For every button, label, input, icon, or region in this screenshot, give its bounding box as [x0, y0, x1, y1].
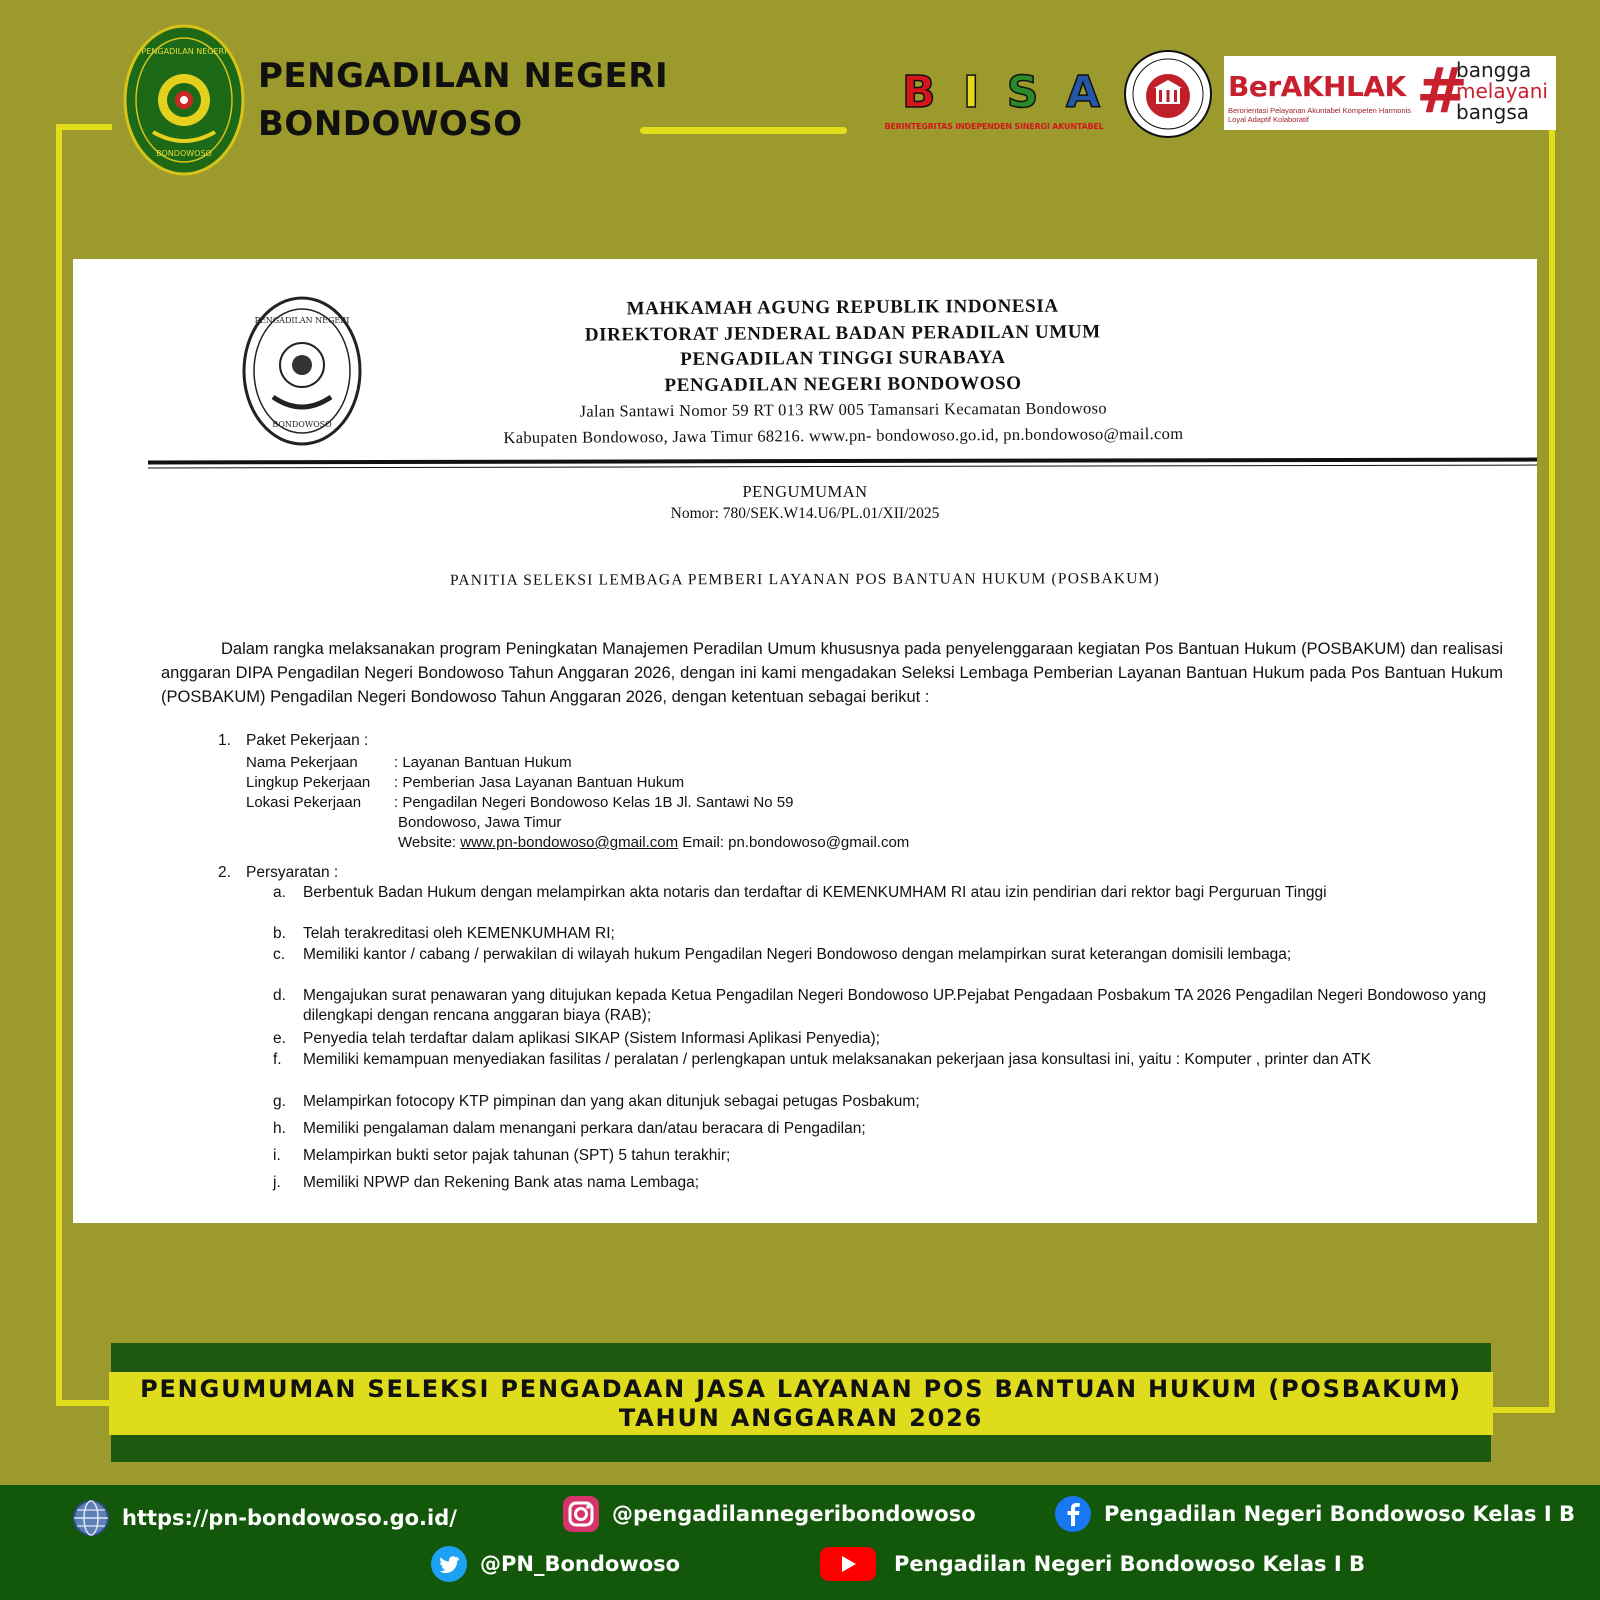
footer-website[interactable]: [72, 1499, 457, 1537]
footer-youtube[interactable]: [820, 1545, 1365, 1583]
requirement-item: [273, 924, 1503, 944]
requirement-item: [273, 1050, 1503, 1070]
banner-title: [111, 1375, 1491, 1433]
requirement-item: [273, 945, 1503, 965]
requirement-item: [273, 1119, 1503, 1139]
motto-line3: bangsa: [1456, 100, 1529, 124]
banner-line2: TAHUN ANGGARAN 2026: [618, 1404, 984, 1432]
letterhead-line3: PENGADILAN TINGGI SURABAYA: [680, 347, 1006, 370]
requirement-text: Mengajukan surat penawaran yang ditujukan kepada Ketua Pengadilan Negeri Bondowoso UP.Pejabat Pengadaan Posbakum TA 2026 Pengadilan Negeri Bondowoso yang dilengkapi dengan rencana anggaran biaya (RAB);: [303, 987, 1487, 1024]
job-row-name: [246, 753, 572, 773]
instagram-icon: [562, 1495, 600, 1533]
committee-heading: PANITIA SELEKSI LEMBAGA PEMBERI LAYANAN POS BANTUAN HUKUM (POSBAKUM): [449, 570, 1161, 589]
berakhlak-subtitle: Berorientasi Pelayanan Akuntabel Kompeten Harmonis Loyal Adaptif Kolaboratif: [1228, 106, 1412, 124]
youtube-icon: [820, 1545, 876, 1583]
letterhead-line1: MAHKAMAH AGUNG REPUBLIK INDONESIA: [626, 295, 1059, 320]
globe-icon: [72, 1499, 110, 1537]
court-name-line2: BONDOWOSO: [258, 104, 523, 144]
svg-text:BONDOWOSO: BONDOWOSO: [272, 420, 332, 429]
bisa-letter-i: I: [962, 67, 980, 118]
frame-line-bottom-right: [1490, 1407, 1555, 1413]
requirement-text: Melampirkan bukti setor pajak tahunan (SPT) 5 tahun terakhir;: [303, 1147, 731, 1164]
requirement-text: Memiliki kantor / cabang / perwakilan di wilayah hukum Pengadilan Negeri Bondowoso dengan melampirkan surat keterangan domisili lembaga;: [303, 946, 1292, 963]
bisa-logo: [868, 66, 1120, 138]
berakhlak-motto: [1456, 60, 1548, 123]
section2-heading: Persyaratan :: [246, 864, 339, 881]
requirement-item: [273, 986, 1503, 1026]
svg-text:BONDOWOSO: BONDOWOSO: [156, 149, 212, 158]
footer-website-text: https://pn-bondowoso.go.id/: [122, 1506, 457, 1530]
court-seal-logo: [123, 24, 245, 176]
frame-line-right: [1549, 128, 1555, 1413]
job-row-value: : Pengadilan Negeri Bondowoso Kelas 1B Jl. Santawi No 59: [394, 794, 794, 811]
job-row-value: : Pemberian Jasa Layanan Bantuan Hukum: [394, 774, 685, 791]
requirement-letter: d.: [273, 987, 286, 1004]
footer-instagram-text: @pengadilannegeribondowoso: [612, 1502, 976, 1526]
section1-heading: Paket Pekerjaan :: [246, 732, 369, 749]
announcement-document: [73, 259, 1537, 1223]
requirement-letter: e.: [273, 1030, 286, 1047]
berakhlak-logo: [1224, 56, 1556, 130]
requirement-letter: i.: [273, 1147, 281, 1164]
announcement-title: PENGUMUMAN: [742, 482, 868, 501]
footer-facebook[interactable]: [1054, 1495, 1575, 1533]
requirement-item: [273, 883, 1503, 903]
twitter-icon: [430, 1545, 468, 1583]
job-row-key: Lokasi Pekerjaan: [246, 794, 362, 811]
requirement-text: Memiliki kemampuan menyediakan fasilitas / peralatan / perlengkapan untuk melaksanakan pekerjaan jasa konsultasi ini, yaitu : Komputer , printer dan ATK: [303, 1051, 1372, 1068]
social-footer: [0, 1485, 1600, 1600]
requirement-item: [273, 1092, 1503, 1112]
requirement-item: [273, 1173, 1503, 1193]
bisa-letter-a: A: [1065, 67, 1100, 118]
letterhead: [343, 292, 1344, 452]
website-label: Website:: [398, 834, 457, 851]
requirement-item: [273, 1146, 1503, 1166]
frame-line-left: [56, 124, 62, 1406]
svg-text:PENGADILAN NEGERI: PENGADILAN NEGERI: [254, 316, 350, 325]
bisa-letter-s: S: [1006, 67, 1039, 118]
footer-twitter-text: @PN_Bondowoso: [480, 1552, 681, 1576]
job-row-location: [246, 793, 793, 813]
footer-twitter[interactable]: [430, 1545, 680, 1583]
bisa-letter-b: B: [902, 67, 936, 118]
job-row-key: Nama Pekerjaan: [246, 754, 358, 771]
requirement-letter: j.: [273, 1174, 281, 1191]
announcement-number: Nomor: 780/SEK.W14.U6/PL.01/XII/2025: [670, 505, 940, 522]
requirement-letter: g.: [273, 1093, 286, 1110]
frame-line-top-left: [56, 124, 112, 130]
footer-youtube-text: Pengadilan Negeri Bondowoso Kelas I B: [894, 1552, 1365, 1576]
letterhead-address1: Jalan Santawi Nomor 59 RT 013 RW 005 Tamansari Kecamatan Bondowoso: [579, 398, 1107, 421]
website-link[interactable]: www.pn-bondowoso@gmail.com: [460, 834, 679, 851]
letterhead-address2: Kabupaten Bondowoso, Jawa Timur 68216. www.pn- bondowoso.go.id, pn.bondowoso@mail.com: [503, 423, 1184, 448]
letterhead-rule-thin: [148, 465, 1537, 469]
job-row-scope: [246, 773, 684, 793]
footer-instagram[interactable]: [562, 1495, 976, 1533]
requirement-letter: b.: [273, 925, 286, 942]
requirement-text: Memiliki pengalaman dalam menangani perkara dan/atau beracara di Pengadilan;: [303, 1120, 866, 1137]
motto-line2: melayani: [1456, 79, 1548, 103]
contact-line: [398, 833, 909, 853]
requirement-text: Telah terakreditasi oleh KEMENKUMHAM RI;: [303, 925, 615, 942]
requirement-text: Penyedia telah terdaftar dalam aplikasi SIKAP (Sistem Informasi Aplikasi Penyedia);: [303, 1030, 880, 1047]
section2-number: 2.: [218, 864, 231, 881]
requirement-letter: f.: [273, 1051, 282, 1068]
footer-facebook-text: Pengadilan Negeri Bondowoso Kelas I B: [1104, 1502, 1575, 1526]
requirement-letter: a.: [273, 884, 286, 901]
court-name-line1: PENGADILAN NEGERI: [258, 56, 669, 96]
section1-number: 1.: [218, 732, 231, 749]
svg-text:PENGADILAN NEGERI: PENGADILAN NEGERI: [141, 47, 227, 56]
letterhead-line2: DIREKTORAT JENDERAL BADAN PERADILAN UMUM: [584, 320, 1101, 346]
requirement-text: Berbentuk Badan Hukum dengan melampirkan akta notaris dan terdaftar di KEMENKUMHAM RI atau izin pendirian dari rektor bagi Perguruan Tinggi: [303, 884, 1327, 901]
requirement-letter: c.: [273, 946, 286, 963]
job-location-continued: Bondowoso, Jawa Timur: [398, 814, 562, 831]
letterhead-line4: PENGADILAN NEGERI BONDOWOSO: [664, 372, 1022, 396]
quality-certification-badge: [1124, 50, 1212, 138]
court-name-heading: [258, 52, 668, 148]
frame-line-top-mid: [640, 127, 847, 134]
berakhlak-hash-icon: #: [1416, 54, 1468, 127]
facebook-icon: [1054, 1495, 1092, 1533]
letterhead-rule: [148, 458, 1537, 465]
job-row-value: : Layanan Bantuan Hukum: [394, 754, 572, 771]
job-row-key: Lingkup Pekerjaan: [246, 774, 371, 791]
bisa-tagline: BERINTEGRITAS INDEPENDEN SINERGI AKUNTABEL: [884, 122, 1104, 131]
frame-line-bottom-left: [56, 1400, 116, 1406]
berakhlak-title: BerAKHLAK: [1228, 70, 1406, 103]
motto-line1: bangga: [1456, 58, 1532, 82]
email-label: Email:: [682, 834, 724, 851]
requirement-text: Memiliki NPWP dan Rekening Bank atas nama Lembaga;: [303, 1174, 700, 1191]
intro-paragraph: Dalam rangka melaksanakan program Peningkatan Manajemen Peradilan Umum khususnya pada penyelenggaraan kegiatan Pos Bantuan Hukum (POSBAKUM) dan realisasi anggaran DIPA Pengadilan Negeri Bondowoso Tahun Anggaran 2026, dengan ini kami mengadakan Seleksi Lembaga Pemberian Layanan Bantuan Hukum pada Pos Bantuan Hukum (POSBAKUM) Pengadilan Negeri Bondowoso Tahun Anggaran 2026, dengan ketentuan sebagai berikut :: [161, 640, 1503, 706]
requirement-item: [273, 1029, 1503, 1049]
requirement-text: Melampirkan fotocopy KTP pimpinan dan yang akan ditunjuk sebagai petugas Posbakum;: [303, 1093, 920, 1110]
requirement-letter: h.: [273, 1120, 286, 1137]
email-value: pn.bondowoso@gmail.com: [728, 834, 910, 851]
banner-line1: PENGUMUMAN SELEKSI PENGADAAN JASA LAYANAN POS BANTUAN HUKUM (POSBAKUM): [140, 1375, 1462, 1403]
